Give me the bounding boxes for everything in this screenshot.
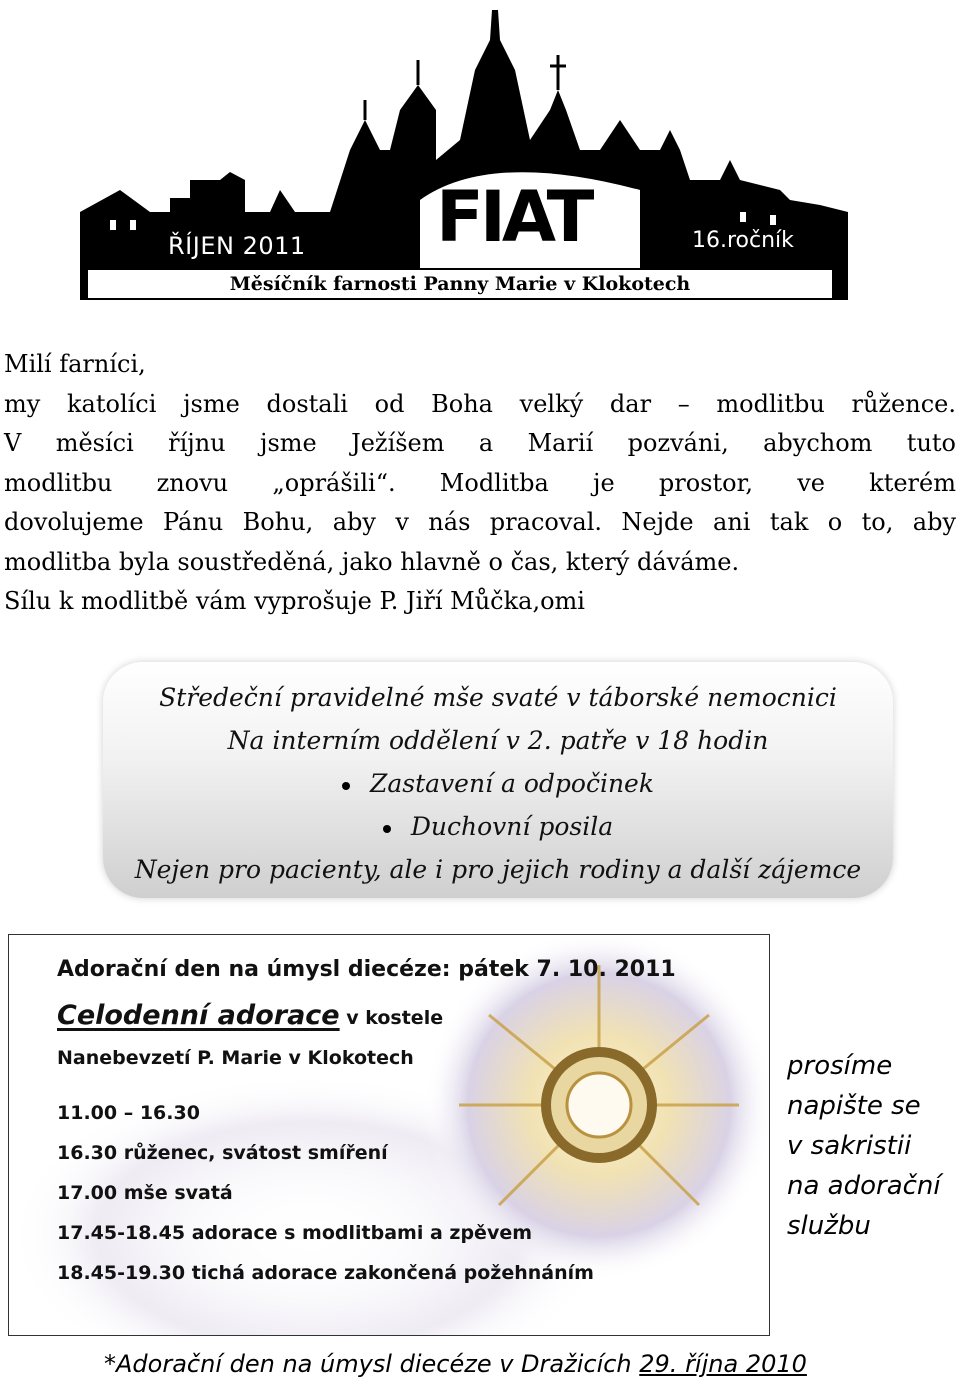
mass-bullet-item: Duchovní posila	[119, 805, 877, 848]
mass-line: Nejen pro pacienty, ale i pro jejich rodiny a další zájemce	[134, 855, 862, 884]
hospital-mass-box	[103, 662, 893, 898]
masthead-banner: Měsíčník farnosti Panny Marie v Klokotech	[86, 268, 834, 300]
schedule-item: 18.45-19.30 tichá adorace zakončená požehnáním	[57, 1262, 594, 1284]
mass-line: Na interním oddělení v 2. patře v 18 hodin	[227, 726, 769, 755]
adoration-place: Nanebevzetí P. Marie v Klokotech	[57, 1047, 414, 1069]
schedule-item: 16.30 růženec, svátost smíření	[57, 1142, 388, 1164]
intro-line: modlitba byla soustředěná, jako hlavně o čas, který dáváme.	[4, 547, 740, 576]
adoration-box	[8, 934, 770, 1336]
footer-note: *Adorační den na úmysl diecéze v Dražicích 29. října 2010	[104, 1350, 807, 1378]
schedule-item: 17.45-18.45 adorace s modlitbami a zpěvem	[57, 1222, 533, 1244]
intro-letter	[4, 345, 956, 622]
church-skyline-logo	[80, 0, 848, 306]
adoration-title: Adorační den na úmysl diecéze: pátek 7. 10. 2011	[57, 957, 676, 982]
greeting: Milí farníci,	[4, 350, 146, 378]
schedule-item: 11.00 – 16.30	[57, 1102, 200, 1124]
masthead	[80, 0, 848, 306]
bullet-icon	[383, 825, 391, 833]
issue-date: ŘÍJEN 2011	[168, 232, 306, 260]
schedule-item: 17.00 mše svatá	[57, 1182, 233, 1204]
mass-line: Středeční pravidelné mše svaté v táborské nemocnici	[159, 683, 837, 712]
signature: Sílu k modlitbě vám vyprošuje P. Jiří Můčka,omi	[4, 587, 585, 615]
volume-label: 16.ročník	[692, 228, 794, 253]
bullet-icon	[342, 782, 350, 790]
side-note: prosíme napište se v sakristii na adorační službu	[787, 1051, 941, 1241]
intro-line: dovolujeme Pánu Bohu, aby v nás pracoval. Nejde ani tak o to, aby	[4, 508, 956, 536]
intro-line: V měsíci říjnu jsme Ježíšem a Marií pozváni, abychom tuto	[4, 429, 956, 457]
intro-line: modlitbu znovu „oprášili“. Modlitba je prostor, ve kterém	[4, 468, 956, 497]
mass-bullet-item: Zastavení a odpočinek	[119, 762, 877, 805]
logo-text: FIAT	[436, 176, 591, 258]
intro-line: my katolíci jsme dostali od Boha velký dar – modlitbu růžence.	[4, 389, 956, 418]
adoration-schedule	[57, 1093, 757, 1293]
adoration-subtitle: Celodenní adorace v kostele	[57, 1000, 444, 1031]
